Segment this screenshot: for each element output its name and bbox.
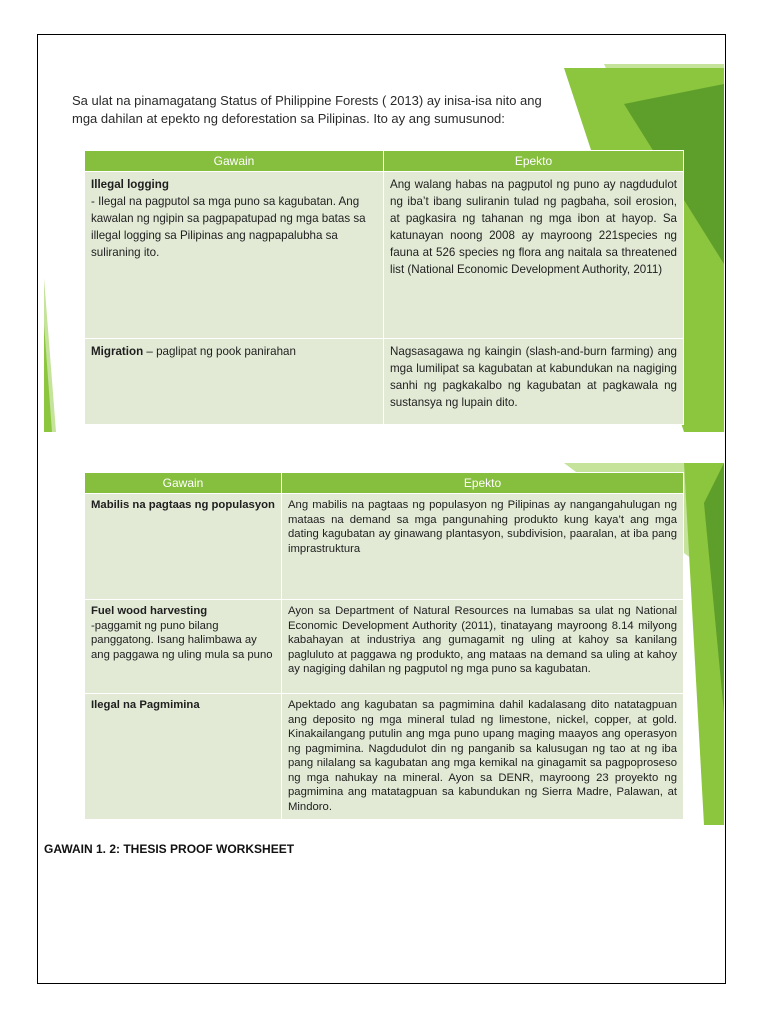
table-row (85, 339, 684, 425)
gawain-cell (85, 339, 384, 425)
epekto-cell: Ayon sa Department of Natural Resources na lumabas sa ulat ng National Economic Development Authority (2011), tinatayang mayroong 8.14 milyong kabahayan at industriya ang gumagamit ng uling at kahoy sa kanilang pagluluto at paggawa ng produkto, ang mataas na demand sa uling at kahoy ay nagiging dahilan ng pagputol ng mga puno sa kagubatan. (282, 600, 684, 694)
epekto-cell: Nagsasagawa ng kaingin (slash-and-burn farming) ang mga lumilipat sa kagubatan at kabundukan na nagiging sanhi ng pagkakalbo ng kagubatan at pagkawala ng sustansya ng lupain dito. (384, 339, 684, 425)
epekto-cell: Apektado ang kagubatan sa pagmimina dahil kadalasang dito natatagpuan ang deposito ng mga mineral tulad ng limestone, nickel, copper, at gold. Kinakailangang putulin ang mga puno upang maging maayos ang operasyon ng pagmimina. Nagdudulot din ng panganib sa kalusugan ng tao at ng iba pang nilalang sa kagubatan ang mga kemikal na ginagamit sa pagpoproseso ng mga nahukay na mineral. Ayon sa DENR, mayroong 23 proyekto ng pagmimina ang matatagpuan sa kabundukan ng Sierra Madre, Palawan, at Mindoro. (282, 694, 684, 820)
table-row (85, 172, 684, 339)
gawain-cell (85, 494, 282, 600)
gawain-cell (85, 600, 282, 694)
gawain-title: Fuel wood harvesting (91, 605, 208, 617)
gawain-title: Mabilis na pagtaas ng populasyon (91, 499, 275, 511)
table-row (85, 494, 684, 600)
worksheet-heading: GAWAIN 1. 2: THESIS PROOF WORKSHEET (44, 842, 295, 856)
header-gawain: Gawain (85, 151, 384, 172)
gawain-title: Illegal logging (91, 178, 169, 191)
epekto-cell: Ang walang habas na pagputol ng puno ay nagdudulot ng iba’t ibang suliranin tulad ng pagbaha, soil erosion, at pagkasira ng tahanan ng mga ibon at hayop. Sa katunayan noong 2008 ay mayroong 221species ng fauna at 526 species ng flora ang naitala sa threatened list (National Economic Development Authority, 2011) (384, 172, 684, 339)
deforestation-table-1 (84, 150, 684, 425)
header-epekto: Epekto (384, 151, 684, 172)
deforestation-table-2 (84, 472, 684, 820)
gawain-cell (85, 694, 282, 820)
header-epekto: Epekto (282, 473, 684, 494)
epekto-cell: Ang mabilis na pagtaas ng populasyon ng Pilipinas ay nangangahulugan ng mataas na demand sa mga pangunahing produkto kung kaya’t ang mga dating kagubatan ay ginawang plantasyon, subdivision, paaralan, at iba pang imprastruktura (282, 494, 684, 600)
gawain-description: - Ilegal na pagputol sa mga puno sa kagubatan. Ang kawalan ng ngipin sa pagpapatupad ng mga batas sa illegal logging sa Pilipinas ang nagpapalubha sa suliraning ito. (91, 195, 366, 259)
slide-2 (44, 463, 724, 825)
gawain-separator: – (143, 345, 157, 358)
gawain-description: paglipat ng pook panirahan (156, 345, 296, 358)
table-header-row (85, 151, 684, 172)
gawain-title: Migration (91, 345, 144, 358)
gawain-cell (85, 172, 384, 339)
intro-paragraph: Sa ulat na pinamagatang Status of Philippine Forests ( 2013) ay inisa-isa nito ang mga dahilan at epekto ng deforestation sa Pilipinas. Ito ay ang sumusunod: (72, 93, 542, 126)
gawain-description: -paggamit ng puno bilang panggatong. Isang halimbawa ay ang paggawa ng uling mula sa puno (91, 619, 273, 661)
table-header-row (85, 473, 684, 494)
slide-1 (44, 64, 724, 432)
gawain-title: Ilegal na Pagmimina (91, 699, 200, 711)
table-row (85, 600, 684, 694)
header-gawain: Gawain (85, 473, 282, 494)
table-row (85, 694, 684, 820)
